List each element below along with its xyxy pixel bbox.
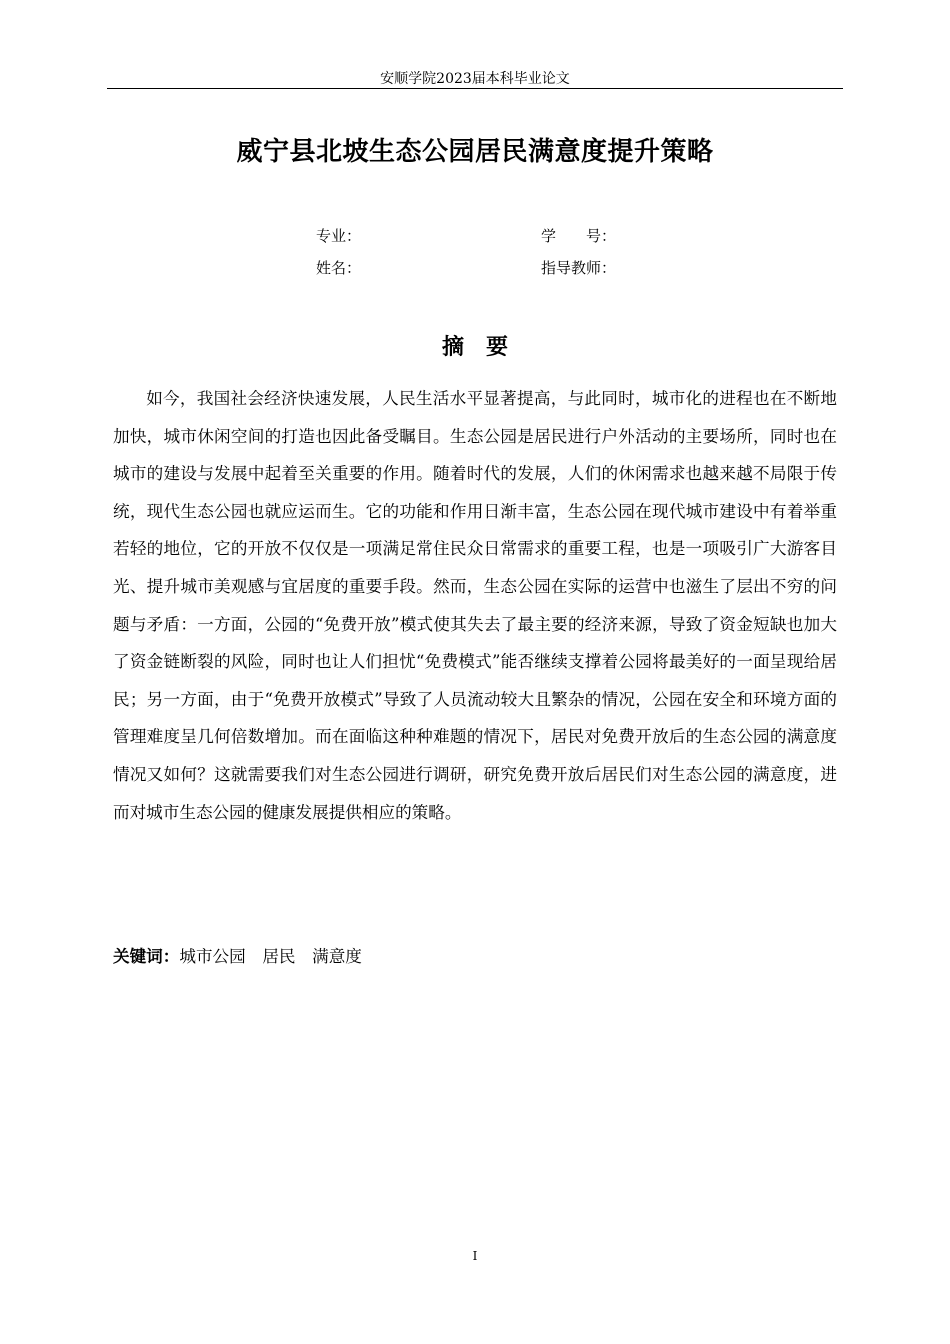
header-rule bbox=[107, 88, 843, 89]
student-id-label: 学 号： bbox=[541, 227, 617, 245]
major-label: 专业： bbox=[316, 227, 362, 245]
keywords-label: 关键词： bbox=[113, 946, 180, 966]
keywords-line bbox=[113, 942, 362, 971]
advisor-label: 指导教师： bbox=[541, 259, 617, 277]
page-number: I bbox=[472, 1249, 478, 1263]
keywords-items: 城市公园 居民 满意度 bbox=[179, 947, 362, 966]
abstract-heading: 摘 要 bbox=[441, 334, 508, 360]
running-header: 安顺学院2023届本科毕业论文 bbox=[380, 71, 570, 87]
name-label: 姓名： bbox=[316, 259, 362, 277]
paper-title: 威宁县北坡生态公园居民满意度提升策略 bbox=[236, 137, 714, 167]
abstract-body: 如今，我国社会经济快速发展，人民生活水平显著提高，与此同时，城市化的进程也在不断地加快，城市休闲空间的打造也因此备受瞩目。生态公园是居民进行户外活动的主要场所，同时也在城市的建设与发展中起着至关重要的作用。随着时代的发展，人们的休闲需求也越来越不局限于传统，现代生态公园也就应运而生。它的功能和作用日渐丰富，生态公园在现代城市建设中有着举重若轻的地位，它的开放不仅仅是一项满足常住民众日常需求的重要工程，也是一项吸引广大游客目光、提升城市美观感与宜居度的重要手段。然而，生态公园在实际的运营中也滋生了层出不穷的问题与矛盾：一方面，公园的“免费开放”模式使其失去了最主要的经济来源，导致了资金短缺也加大了资金链断裂的风险，同时也让人们担忧“免费模式”能否继续支撑着公园将最美好的一面呈现给居民；另一方面，由于“免费开放模式”导致了人员流动较大且繁杂的情况，公园在安全和环境方面的管理难度呈几何倍数增加。而在面临这种种难题的情况下，居民对免费开放后的生态公园的满意度情况又如何？这就需要我们对生态公园进行调研，研究免费开放后居民们对生态公园的满意度，进而对城市生态公园的健康发展提供相应的策略。 bbox=[113, 389, 837, 822]
